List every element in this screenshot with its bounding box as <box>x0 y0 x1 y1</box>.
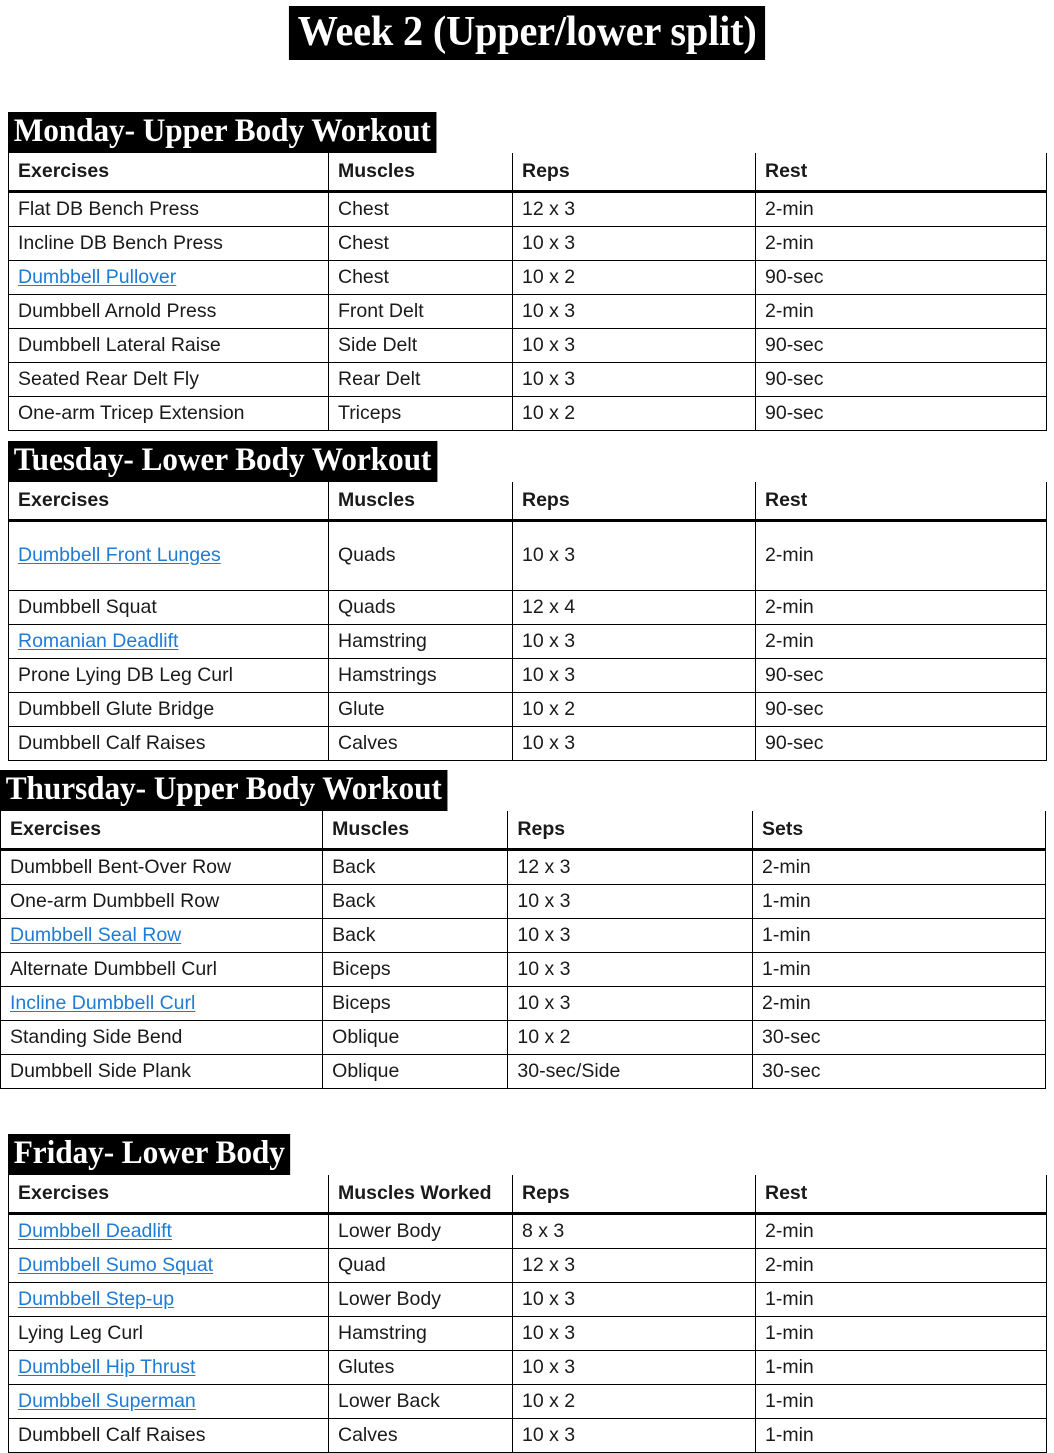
exercise-label: Standing Side Bend <box>10 1025 183 1048</box>
exercise-label: One-arm Dumbbell Row <box>10 889 220 912</box>
cell-reps <box>508 1021 753 1055</box>
day-heading-row-thursday <box>0 770 1054 811</box>
table-row <box>9 397 1047 431</box>
table-header-row <box>9 153 1047 192</box>
cell-reps <box>513 363 756 397</box>
cell-rest-label: 2-min <box>765 299 814 322</box>
cell-rest-label: 90-sec <box>765 367 824 390</box>
table-header-row <box>9 1175 1047 1214</box>
cell-reps-label: 10 x 3 <box>522 333 576 356</box>
cell-exercise <box>9 591 329 625</box>
cell-rest <box>756 1214 1047 1249</box>
cell-muscles-label: Lower Back <box>338 1389 440 1412</box>
cell-reps-label: 10 x 3 <box>517 889 571 912</box>
table-row <box>1 919 1046 953</box>
cell-rest <box>753 1055 1046 1089</box>
cell-muscles <box>323 1021 508 1055</box>
exercise-label: Flat DB Bench Press <box>18 197 199 220</box>
day-heading-thursday: Thursday- Upper Body Workout <box>0 770 447 811</box>
cell-reps-label: 10 x 3 <box>522 1321 576 1344</box>
cell-reps <box>513 1385 756 1419</box>
cell-rest <box>756 591 1047 625</box>
cell-muscles-label: Calves <box>338 1423 398 1446</box>
cell-exercise <box>9 295 329 329</box>
column-header-exercises: Exercises <box>9 1175 329 1214</box>
column-header-muscles: Muscles <box>323 811 508 850</box>
cell-muscles <box>323 850 508 885</box>
column-header-muscles: Muscles <box>329 482 513 521</box>
cell-muscles <box>329 727 513 761</box>
cell-muscles-label: Lower Body <box>338 1219 441 1242</box>
cell-reps-label: 10 x 3 <box>517 991 571 1014</box>
cell-rest-label: 30-sec <box>762 1059 821 1082</box>
exercise-label: Dumbbell Bent-Over Row <box>10 855 232 878</box>
cell-reps <box>513 1249 756 1283</box>
cell-muscles <box>329 693 513 727</box>
cell-rest <box>756 1419 1047 1453</box>
cell-rest-label: 1-min <box>762 889 811 912</box>
cell-muscles <box>329 363 513 397</box>
day-heading-row-monday <box>8 112 1054 153</box>
exercise-link[interactable]: Dumbbell Seal Row <box>10 923 182 946</box>
exercise-link[interactable]: Dumbbell Pullover <box>18 265 177 288</box>
exercise-link[interactable]: Dumbbell Front Lunges <box>18 544 221 567</box>
cell-reps-label: 12 x 3 <box>522 197 576 220</box>
cell-rest <box>756 329 1047 363</box>
page-title: Week 2 (Upper/lower split) <box>289 6 765 60</box>
table-row <box>9 363 1047 397</box>
cell-muscles <box>323 885 508 919</box>
column-header-reps: Reps <box>513 153 756 192</box>
cell-rest-label: 2-min <box>762 855 811 878</box>
table-row <box>9 693 1047 727</box>
cell-reps-label: 10 x 3 <box>522 629 576 652</box>
cell-rest-label: 90-sec <box>765 401 824 424</box>
workout-section-monday <box>0 60 1054 431</box>
cell-reps <box>513 1214 756 1249</box>
cell-muscles <box>323 919 508 953</box>
cell-reps <box>508 919 753 953</box>
cell-rest-label: 2-min <box>765 231 814 254</box>
cell-reps <box>513 192 756 227</box>
cell-rest-label: 1-min <box>765 1355 814 1378</box>
cell-exercise <box>9 1317 329 1351</box>
workout-section-tuesday <box>0 431 1054 761</box>
cell-exercise <box>9 1419 329 1453</box>
column-header-rest: Rest <box>756 482 1047 521</box>
workout-section-friday <box>0 1089 1054 1453</box>
cell-muscles <box>329 1385 513 1419</box>
cell-rest-label: 1-min <box>765 1287 814 1310</box>
cell-reps <box>513 295 756 329</box>
cell-rest <box>756 261 1047 295</box>
cell-exercise <box>9 363 329 397</box>
cell-exercise[interactable] <box>9 521 329 591</box>
cell-reps-label: 10 x 3 <box>522 663 576 686</box>
cell-muscles-label: Lower Body <box>338 1287 441 1310</box>
table-row <box>1 1021 1046 1055</box>
cell-rest-label: 2-min <box>765 595 814 618</box>
day-heading-row-tuesday <box>8 441 1054 482</box>
cell-rest <box>756 397 1047 431</box>
cell-muscles-label: Back <box>332 923 376 946</box>
column-header-muscles: Muscles Worked <box>329 1175 513 1214</box>
cell-muscles <box>329 625 513 659</box>
cell-exercise <box>9 693 329 727</box>
table-row <box>9 1249 1047 1283</box>
cell-muscles-label: Triceps <box>338 401 402 424</box>
cell-muscles-label: Calves <box>338 731 398 754</box>
cell-exercise[interactable] <box>9 1351 329 1385</box>
table-row <box>9 261 1047 295</box>
workout-table-thursday <box>0 811 1046 1089</box>
column-header-reps: Reps <box>508 811 753 850</box>
cell-muscles-label: Hamstrings <box>338 663 437 686</box>
cell-exercise <box>1 1021 323 1055</box>
cell-muscles-label: Chest <box>338 265 389 288</box>
cell-muscles <box>329 227 513 261</box>
cell-reps <box>508 987 753 1021</box>
cell-rest <box>756 1385 1047 1419</box>
cell-exercise <box>1 953 323 987</box>
table-row <box>9 1214 1047 1249</box>
cell-rest-label: 2-min <box>762 991 811 1014</box>
cell-exercise[interactable] <box>1 987 323 1021</box>
table-row <box>1 1055 1046 1089</box>
workout-sections <box>0 60 1054 1453</box>
cell-reps-label: 10 x 3 <box>517 957 571 980</box>
cell-rest-label: 30-sec <box>762 1025 821 1048</box>
cell-reps-label: 10 x 3 <box>522 731 576 754</box>
cell-rest <box>756 192 1047 227</box>
cell-rest <box>753 850 1046 885</box>
cell-reps <box>513 1283 756 1317</box>
cell-muscles-label: Oblique <box>332 1025 400 1048</box>
cell-reps-label: 10 x 2 <box>517 1025 571 1048</box>
exercise-label: Dumbbell Glute Bridge <box>18 697 215 720</box>
cell-exercise <box>9 227 329 261</box>
cell-muscles <box>329 1214 513 1249</box>
column-header-rest: Rest <box>756 153 1047 192</box>
cell-reps <box>513 397 756 431</box>
table-row <box>9 727 1047 761</box>
cell-rest <box>756 625 1047 659</box>
cell-muscles-label: Quads <box>338 544 396 567</box>
cell-reps <box>513 227 756 261</box>
cell-rest <box>756 1283 1047 1317</box>
table-row <box>9 1419 1047 1453</box>
cell-reps-label: 8 x 3 <box>522 1219 565 1242</box>
cell-reps <box>513 727 756 761</box>
exercise-label: Dumbbell Squat <box>18 595 157 618</box>
day-heading-row-friday <box>8 1134 1054 1175</box>
cell-muscles-label: Quads <box>338 595 396 618</box>
exercise-label: Alternate Dumbbell Curl <box>10 957 218 980</box>
cell-reps-label: 30-sec/Side <box>517 1059 621 1082</box>
cell-reps-label: 10 x 3 <box>522 1287 576 1310</box>
cell-rest <box>753 953 1046 987</box>
cell-reps <box>513 591 756 625</box>
day-heading-friday: Friday- Lower Body <box>8 1134 291 1175</box>
cell-muscles <box>329 295 513 329</box>
cell-rest-label: 1-min <box>765 1389 814 1412</box>
cell-rest <box>753 885 1046 919</box>
cell-reps <box>513 693 756 727</box>
document-title-row <box>0 0 1054 60</box>
cell-rest <box>756 227 1047 261</box>
cell-rest-label: 2-min <box>765 629 814 652</box>
cell-exercise[interactable] <box>9 261 329 295</box>
cell-exercise[interactable] <box>9 1214 329 1249</box>
cell-muscles <box>329 659 513 693</box>
cell-exercise <box>1 1055 323 1089</box>
exercise-label: Incline DB Bench Press <box>18 231 223 254</box>
column-header-reps: Reps <box>513 1175 756 1214</box>
cell-rest-label: 90-sec <box>765 333 824 356</box>
cell-reps-label: 12 x 4 <box>522 595 576 618</box>
cell-reps-label: 10 x 2 <box>522 265 576 288</box>
cell-reps <box>513 1419 756 1453</box>
table-header-row <box>1 811 1046 850</box>
cell-muscles-label: Front Delt <box>338 299 424 322</box>
cell-muscles <box>329 591 513 625</box>
table-row <box>9 329 1047 363</box>
cell-exercise <box>9 329 329 363</box>
cell-rest-label: 1-min <box>765 1423 814 1446</box>
cell-reps <box>513 625 756 659</box>
table-row <box>1 885 1046 919</box>
cell-rest <box>756 1351 1047 1385</box>
cell-rest-label: 90-sec <box>765 663 824 686</box>
cell-exercise[interactable] <box>9 625 329 659</box>
cell-reps <box>513 521 756 591</box>
table-row <box>9 1317 1047 1351</box>
cell-muscles <box>329 1419 513 1453</box>
cell-exercise <box>9 659 329 693</box>
cell-rest <box>753 1021 1046 1055</box>
cell-exercise[interactable] <box>1 919 323 953</box>
exercise-link[interactable]: Dumbbell Deadlift <box>18 1219 172 1242</box>
table-row <box>9 192 1047 227</box>
cell-reps-label: 10 x 3 <box>522 299 576 322</box>
cell-muscles <box>329 261 513 295</box>
exercise-link[interactable]: Dumbbell Step-up <box>18 1287 175 1310</box>
exercise-link[interactable]: Dumbbell Superman <box>18 1389 196 1412</box>
workout-table-friday <box>8 1175 1047 1453</box>
cell-rest <box>756 693 1047 727</box>
cell-rest <box>753 919 1046 953</box>
table-row <box>1 953 1046 987</box>
table-header-row <box>9 482 1047 521</box>
cell-rest <box>756 1249 1047 1283</box>
column-header-reps: Reps <box>513 482 756 521</box>
cell-reps <box>513 261 756 295</box>
cell-muscles-label: Hamstring <box>338 629 427 652</box>
cell-rest-label: 2-min <box>765 544 814 567</box>
table-row <box>9 227 1047 261</box>
cell-rest <box>756 659 1047 693</box>
cell-rest <box>756 295 1047 329</box>
cell-reps-label: 10 x 3 <box>522 367 576 390</box>
cell-reps-label: 10 x 2 <box>522 697 576 720</box>
table-row <box>9 295 1047 329</box>
cell-muscles <box>323 1055 508 1089</box>
exercise-label: Dumbbell Side Plank <box>10 1059 192 1082</box>
cell-muscles-label: Side Delt <box>338 333 418 356</box>
table-row <box>9 1283 1047 1317</box>
cell-muscles-label: Glutes <box>338 1355 395 1378</box>
cell-rest <box>756 363 1047 397</box>
workout-table-monday <box>8 153 1047 431</box>
cell-muscles-label: Biceps <box>332 991 391 1014</box>
exercise-label: Lying Leg Curl <box>18 1321 144 1344</box>
column-header-exercises: Exercises <box>1 811 323 850</box>
cell-exercise <box>9 727 329 761</box>
cell-exercise[interactable] <box>9 1385 329 1419</box>
cell-muscles <box>323 953 508 987</box>
table-row <box>1 987 1046 1021</box>
cell-rest-label: 1-min <box>762 957 811 980</box>
table-row <box>9 1351 1047 1385</box>
cell-rest <box>756 727 1047 761</box>
table-row <box>9 1385 1047 1419</box>
cell-muscles-label: Chest <box>338 231 389 254</box>
exercise-label: Dumbbell Calf Raises <box>18 1423 206 1446</box>
cell-reps <box>513 1317 756 1351</box>
cell-muscles <box>329 192 513 227</box>
cell-exercise <box>1 850 323 885</box>
column-header-exercises: Exercises <box>9 153 329 192</box>
cell-exercise <box>9 397 329 431</box>
exercise-link[interactable]: Dumbbell Hip Thrust <box>18 1355 196 1378</box>
exercise-link[interactable]: Incline Dumbbell Curl <box>10 991 196 1014</box>
table-row <box>9 625 1047 659</box>
column-header-rest: Rest <box>756 1175 1047 1214</box>
table-row <box>1 850 1046 885</box>
table-row <box>9 521 1047 591</box>
cell-reps-label: 10 x 3 <box>517 923 571 946</box>
cell-muscles <box>329 1351 513 1385</box>
cell-muscles-label: Oblique <box>332 1059 400 1082</box>
cell-muscles <box>329 1317 513 1351</box>
cell-muscles-label: Hamstring <box>338 1321 427 1344</box>
cell-reps <box>513 329 756 363</box>
cell-reps-label: 10 x 3 <box>522 231 576 254</box>
table-row <box>9 659 1047 693</box>
column-header-exercises: Exercises <box>9 482 329 521</box>
cell-rest <box>756 521 1047 591</box>
cell-rest-label: 2-min <box>765 197 814 220</box>
cell-rest-label: 2-min <box>765 1253 814 1276</box>
cell-reps <box>508 850 753 885</box>
exercise-link[interactable]: Dumbbell Sumo Squat <box>18 1253 214 1276</box>
cell-muscles <box>323 987 508 1021</box>
cell-muscles-label: Back <box>332 855 376 878</box>
cell-muscles-label: Quad <box>338 1253 386 1276</box>
cell-muscles <box>329 1249 513 1283</box>
cell-reps <box>508 1055 753 1089</box>
cell-exercise <box>9 192 329 227</box>
cell-exercise[interactable] <box>9 1249 329 1283</box>
cell-reps <box>508 885 753 919</box>
cell-reps-label: 12 x 3 <box>522 1253 576 1276</box>
table-row <box>9 591 1047 625</box>
cell-rest <box>753 987 1046 1021</box>
cell-reps-label: 12 x 3 <box>517 855 571 878</box>
cell-reps-label: 10 x 3 <box>522 544 576 567</box>
column-header-rest: Sets <box>753 811 1046 850</box>
cell-rest <box>756 1317 1047 1351</box>
day-heading-tuesday: Tuesday- Lower Body Workout <box>8 441 437 482</box>
cell-rest-label: 90-sec <box>765 697 824 720</box>
cell-muscles-label: Rear Delt <box>338 367 421 390</box>
cell-muscles <box>329 521 513 591</box>
exercise-label: Dumbbell Calf Raises <box>18 731 206 754</box>
cell-muscles <box>329 397 513 431</box>
cell-rest-label: 90-sec <box>765 265 824 288</box>
workout-table-tuesday <box>8 482 1047 761</box>
cell-reps-label: 10 x 3 <box>522 1355 576 1378</box>
cell-muscles <box>329 1283 513 1317</box>
cell-reps-label: 10 x 3 <box>522 1423 576 1446</box>
cell-reps <box>508 953 753 987</box>
exercise-label: Prone Lying DB Leg Curl <box>18 663 233 686</box>
cell-muscles-label: Chest <box>338 197 389 220</box>
cell-rest-label: 90-sec <box>765 731 824 754</box>
workout-section-thursday <box>0 761 1054 1089</box>
exercise-label: Dumbbell Lateral Raise <box>18 333 221 356</box>
cell-reps-label: 10 x 2 <box>522 401 576 424</box>
day-heading-monday: Monday- Upper Body Workout <box>8 112 436 153</box>
exercise-link[interactable]: Romanian Deadlift <box>18 629 179 652</box>
cell-exercise[interactable] <box>9 1283 329 1317</box>
cell-reps <box>513 659 756 693</box>
cell-reps <box>513 1351 756 1385</box>
exercise-label: Seated Rear Delt Fly <box>18 367 199 390</box>
cell-rest-label: 2-min <box>765 1219 814 1242</box>
cell-muscles <box>329 329 513 363</box>
cell-muscles-label: Back <box>332 889 376 912</box>
exercise-label: One-arm Tricep Extension <box>18 401 245 424</box>
exercise-label: Dumbbell Arnold Press <box>18 299 217 322</box>
cell-rest-label: 1-min <box>765 1321 814 1344</box>
cell-exercise <box>1 885 323 919</box>
cell-muscles-label: Biceps <box>332 957 391 980</box>
cell-muscles-label: Glute <box>338 697 385 720</box>
column-header-muscles: Muscles <box>329 153 513 192</box>
cell-reps-label: 10 x 2 <box>522 1389 576 1412</box>
cell-rest-label: 1-min <box>762 923 811 946</box>
